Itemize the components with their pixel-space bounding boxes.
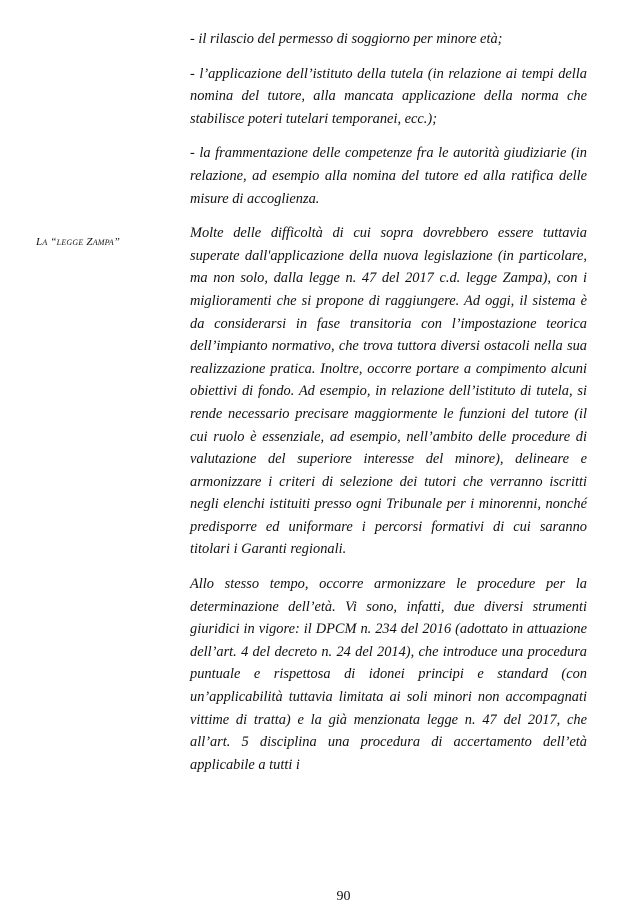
paragraph-competenze: - la frammentazione delle competenze fra le autorità giudiziarie (in relazione, ad esempio alla nomina del tutore ed alla ratifica delle misure di accoglienza.	[190, 145, 587, 207]
paragraph-determinazione-eta: Allo stesso tempo, occorre armonizzare le procedure per la determinazione dell’età. Vi sono, infatti, due diversi strumenti giuridici in vigore: il DPCM n. 234 del 2016 (adottato in attuazione dell’art. 4 del decreto n. 24 del 2014), che introduce una procedura puntuale e rispettosa di idonei principi e standard (con un’applicabilità tuttavia limitata ai soli minori non accompagnati vittime di tratta) e la già menzionata legge n. 47 del 2017, che all’art. 5 disciplina una procedura di accertamento dell’età applicabile a tutti i	[190, 576, 587, 773]
margin-note: La “legge Zampa”	[36, 236, 121, 248]
paragraph-permesso: - il rilascio del permesso di soggiorno per minore età;	[190, 31, 503, 47]
page-number: 90	[336, 889, 351, 904]
paragraph-legge-zampa: Molte delle difficoltà di cui sopra dovrebbero essere tuttavia superate dall'applicazione della nuova legislazione (in particolare, ma non solo, dalla legge n. 47 del 2017 c.d. legge Zampa), con i miglioramenti che si propone di raggiungere. Ad oggi, il sistema è da considerarsi in fase transitoria con l’impostazione teorica dell’impianto normativo, che trova tuttora diversi ostacoli nella sua realizzazione pratica. Inoltre, occorre portare a compimento alcuni obiettivi di fondo. Ad esempio, in relazione dell’istituto di tutela, si rende necessario precisare maggiormente le funzioni del tutore (il cui ruolo è essenziale, ad esempio, nell’ambito delle procedure di valutazione del superiore interesse del minore), delineare e armonizzare i criteri di selezione dei tutori che verranno iscritti negli elenchi istituiti presso ogni Tribunale per i minorenni, nonché predisporre ed uniformare i percorsi formativi di cui saranno titolari i Garanti regionali.	[190, 225, 587, 558]
body-text-column	[190, 28, 587, 788]
paragraph-tutela: - l’applicazione dell’istituto della tutela (in relazione ai tempi della nomina del tutore, alla mancata applicazione della norma che stabilisce poteri tutelari temporanei, ecc.);	[190, 65, 587, 127]
